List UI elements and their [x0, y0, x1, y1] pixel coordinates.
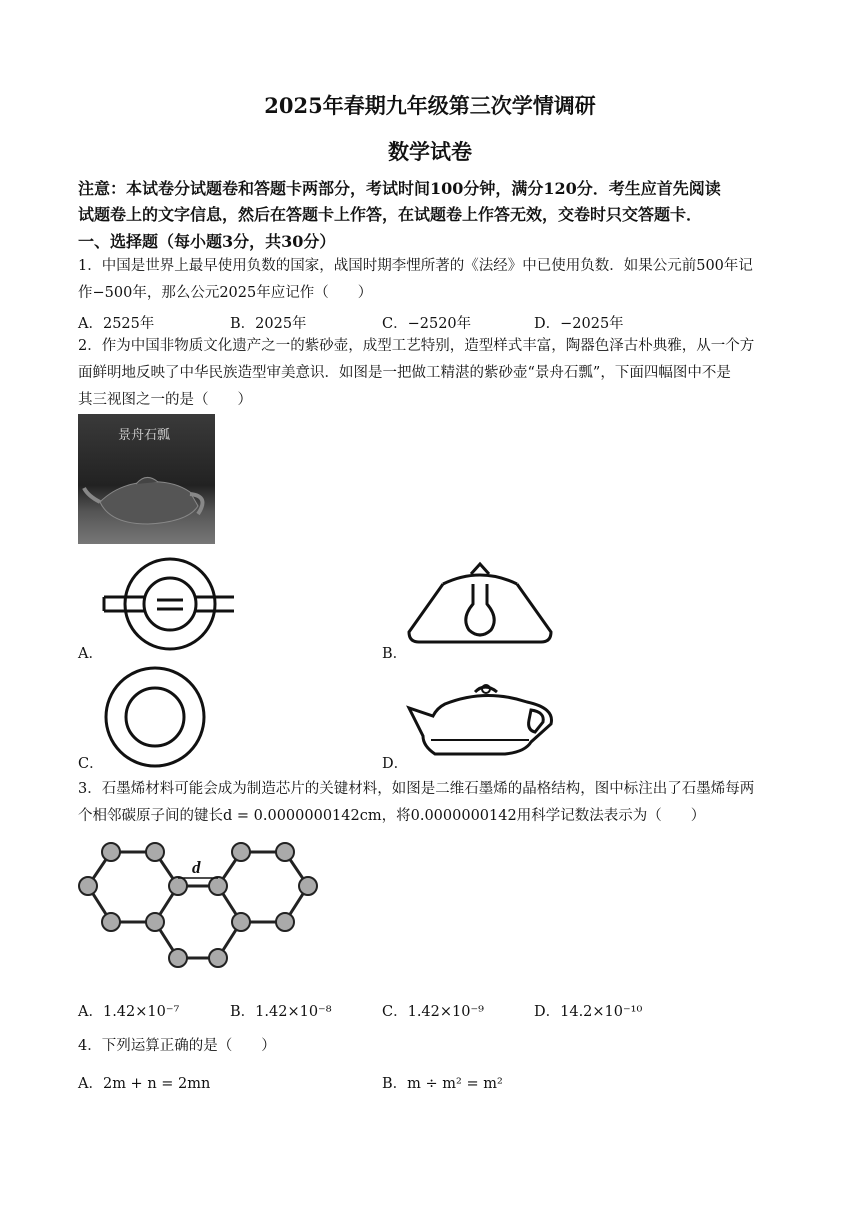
q3-line-1: 3．石墨烯材料可能会成为制造芯片的关键材料，如图是二维石墨烯的晶格结构，图中标注出了石墨烯每两 [78, 781, 755, 797]
q1-line-2: 作−500年，那么公元2025年应记作（ ） [78, 285, 373, 301]
q2-label-d: D． [382, 756, 409, 772]
notice-line-2: 试题卷上的文字信息，然后在答题卡上作答，在试题卷上作答无效，交卷时只交答题卡． [78, 205, 703, 224]
q3-option-b: B．1.42×10⁻⁸ [230, 1004, 332, 1020]
q2-figure-a [100, 555, 240, 655]
q1-option-a: A．2525年 [78, 316, 155, 332]
q3-option-d: D．14.2×10⁻¹⁰ [534, 1004, 643, 1020]
bond-length-label: d [192, 858, 201, 877]
q4-option-b: B．m ÷ m² = m² [382, 1076, 503, 1092]
q3-option-c: C．1.42×10⁻⁹ [382, 1004, 484, 1020]
exam-subtitle: 数学试卷 [388, 139, 472, 164]
q3-line-2: 个相邻碳原子间的键长d = 0.0000000142cm，将0.0000000142用科学记数法表示为（ ） [78, 808, 706, 824]
q1-line-1: 1．中国是世界上最早使用负数的国家，战国时期李悝所著的《法经》中已使用负数．如果公元前500年记 [78, 258, 753, 274]
section-heading: 一、选择题（每小题3分，共30分） [78, 232, 336, 251]
q3-option-a: A．1.42×10⁻⁷ [78, 1004, 180, 1020]
q2-label-c: C． [78, 756, 104, 772]
q4-stem: 4．下列运算正确的是（ ） [78, 1038, 276, 1054]
q2-figure-c [103, 666, 213, 771]
teapot-photo-label: 景舟石瓢 [118, 428, 171, 443]
q2-label-a: A． [78, 646, 103, 662]
q2-line-1: 2．作为中国非物质文化遗产之一的紫砂壶，成型工艺特别，造型样式丰富，陶器色泽古朴典雅，从一个方 [78, 338, 755, 354]
notice-line-1: 注意：本试卷分试题卷和答题卡两部分，考试时间100分钟，满分120分．考生应首先阅读 [78, 179, 721, 198]
q1-option-c: C．−2520年 [382, 316, 472, 332]
q2-label-b: B． [382, 646, 408, 662]
q2-figure-b [405, 562, 555, 662]
q2-line-2: 面鲜明地反映了中华民族造型审美意识．如图是一把做工精湛的紫砂壶“景舟石瓢”，下面四幅图中不是 [78, 365, 731, 381]
q4-option-a: A．2m + n = 2mn [78, 1076, 211, 1092]
q1-option-b: B．2025年 [230, 316, 307, 332]
q1-option-d: D．−2025年 [534, 316, 624, 332]
graphene-lattice [78, 840, 318, 970]
exam-title: 2025年春期九年级第三次学情调研 [264, 93, 596, 118]
teapot-photo [78, 414, 215, 544]
teapot-silhouette [78, 414, 215, 544]
q2-line-3: 其三视图之一的是（ ） [78, 392, 252, 408]
q2-figure-d [405, 680, 565, 775]
